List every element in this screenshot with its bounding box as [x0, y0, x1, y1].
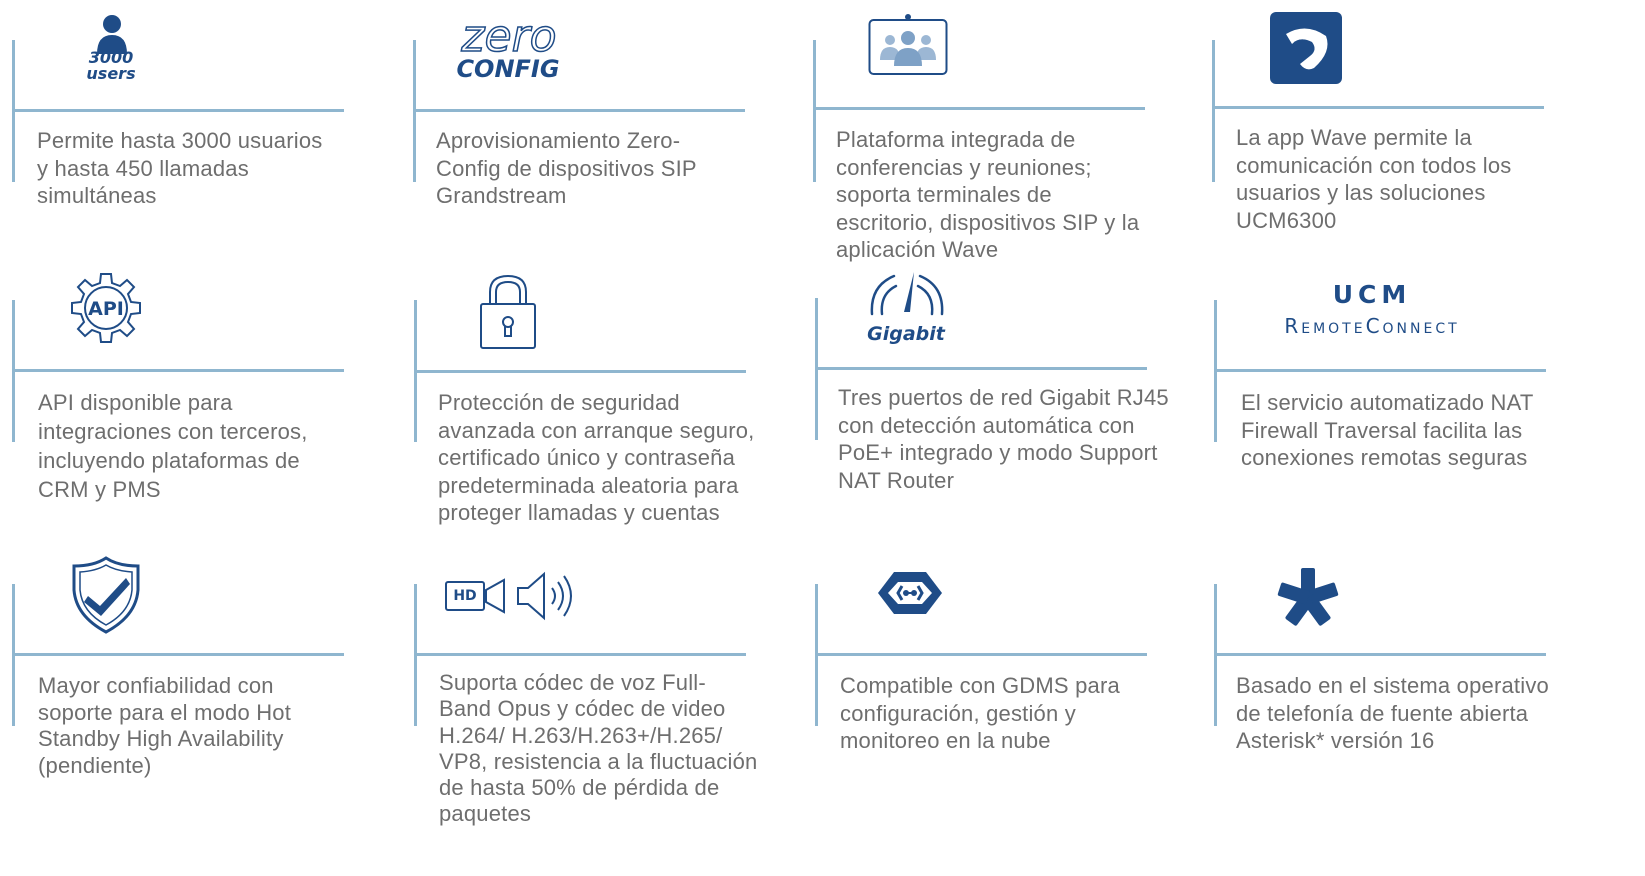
description-line: VP8, resistencia a la fluctuación	[439, 748, 758, 774]
description-line: PoE+ integrado y modo Support	[838, 440, 1158, 465]
description-line: integraciones con terceros,	[38, 419, 308, 444]
icon-label-3000: 3000	[88, 48, 134, 67]
horizontal-rule	[1214, 653, 1546, 656]
description-line: soporta terminales de	[836, 182, 1052, 207]
description-line: predeterminada aleatoria para	[438, 472, 739, 498]
description-line: Protección de seguridad	[438, 390, 680, 415]
feature-description	[1236, 124, 1511, 234]
vertical-rule	[813, 40, 816, 182]
horizontal-rule	[414, 370, 746, 373]
feature-description	[439, 670, 757, 828]
description-line: avanzada con arranque seguro,	[438, 417, 755, 443]
description-line: Config de dispositivos SIP	[436, 155, 697, 181]
description-line: Aprovisionamiento Zero-	[436, 128, 681, 153]
feature-description	[836, 126, 1139, 264]
vertical-rule	[1212, 40, 1215, 182]
description-line: Standby High Availability	[38, 726, 284, 751]
horizontal-rule	[815, 653, 1147, 656]
horizontal-rule	[413, 109, 745, 112]
description-line: H.264/ H.263/H.263+/H.265/	[439, 722, 723, 748]
horizontal-rule	[12, 109, 344, 112]
description-line: comunicación con todos los	[1236, 152, 1512, 178]
gdms-cloud-icon	[876, 570, 944, 616]
padlock-icon	[478, 272, 538, 350]
feature-description	[37, 127, 322, 210]
description-line: (pendiente)	[38, 752, 152, 778]
description-line: simultáneas	[37, 183, 157, 208]
description-line: Tres puertos de red Gigabit RJ45	[838, 385, 1169, 410]
description-line: de hasta 50% de pérdida de	[439, 775, 720, 801]
horizontal-rule	[815, 367, 1147, 370]
feature-description	[838, 384, 1169, 494]
feature-description	[840, 672, 1120, 755]
api-label: API	[88, 298, 124, 320]
icon-label-users: users	[86, 64, 136, 83]
gigabit-gauge-icon	[866, 268, 948, 318]
description-line: y hasta 450 llamadas	[37, 155, 249, 181]
description-line: escritorio, dispositivos SIP y la	[836, 209, 1140, 235]
feature-description	[436, 127, 697, 210]
description-line: Compatible con GDMS para	[840, 673, 1120, 698]
hd-label: HD	[453, 588, 477, 604]
feature-description	[38, 673, 291, 779]
horizontal-rule	[12, 369, 344, 372]
description-line: usuarios y las soluciones	[1236, 180, 1486, 205]
description-line: NAT Router	[838, 467, 955, 493]
description-line: Basado en el sistema operativo	[1236, 673, 1549, 698]
shield-check-icon	[70, 556, 142, 634]
description-line: UCM6300	[1236, 207, 1337, 233]
description-line: paquetes	[439, 801, 532, 827]
description-line: con detección automática con	[838, 412, 1135, 438]
feature-description	[1241, 389, 1534, 472]
horizontal-rule	[12, 653, 344, 656]
description-line: API disponible para	[38, 390, 233, 415]
description-line: conferencias y reuniones;	[836, 154, 1092, 180]
description-line: incluyendo plataformas de	[38, 448, 300, 473]
horizontal-rule	[1212, 106, 1544, 109]
description-line: monitoreo en la nube	[840, 728, 1051, 753]
horizontal-rule	[1214, 369, 1546, 372]
description-line: Asterisk* versión 16	[1236, 728, 1435, 753]
zero-config-logo: zero	[461, 11, 557, 62]
feature-description	[438, 389, 754, 527]
remoteconnect-logo-subtitle: RemoteConnect	[1284, 314, 1460, 338]
description-line: Plataforma integrada de	[836, 127, 1076, 152]
asterisk-icon	[1276, 566, 1340, 628]
horizontal-rule	[414, 653, 746, 656]
description-line: CRM y PMS	[38, 477, 161, 502]
config-label: CONFIG	[456, 55, 560, 83]
description-line: aplicación Wave	[836, 237, 999, 262]
description-line: conexiones remotas seguras	[1241, 445, 1528, 470]
description-line: proteger llamadas y cuentas	[438, 500, 720, 525]
description-line: soporte para el modo Hot	[38, 699, 292, 725]
gigabit-label: Gigabit	[867, 323, 945, 345]
description-line: Band Opus y códec de video	[439, 696, 726, 722]
feature-description	[38, 388, 308, 504]
description-line: La app Wave permite la	[1236, 125, 1472, 150]
description-line: Mayor confiabilidad con	[38, 673, 274, 698]
description-line: Grandstream	[436, 183, 567, 208]
feature-description	[1236, 672, 1549, 755]
conference-icon	[868, 14, 948, 76]
wave-app-icon	[1270, 12, 1342, 84]
description-line: El servicio automatizado NAT	[1241, 390, 1534, 415]
description-line: configuración, gestión y	[840, 700, 1076, 726]
description-line: Firewall Traversal facilita las	[1241, 417, 1523, 443]
description-line: Permite hasta 3000 usuarios	[37, 128, 323, 153]
description-line: de telefonía de fuente abierta	[1236, 700, 1529, 726]
description-line: Suporta códec de voz Full-	[439, 670, 706, 695]
ucm-logo-title: UCM	[1332, 280, 1412, 309]
horizontal-rule	[813, 107, 1145, 110]
description-line: certificado único y contraseña	[438, 445, 736, 470]
